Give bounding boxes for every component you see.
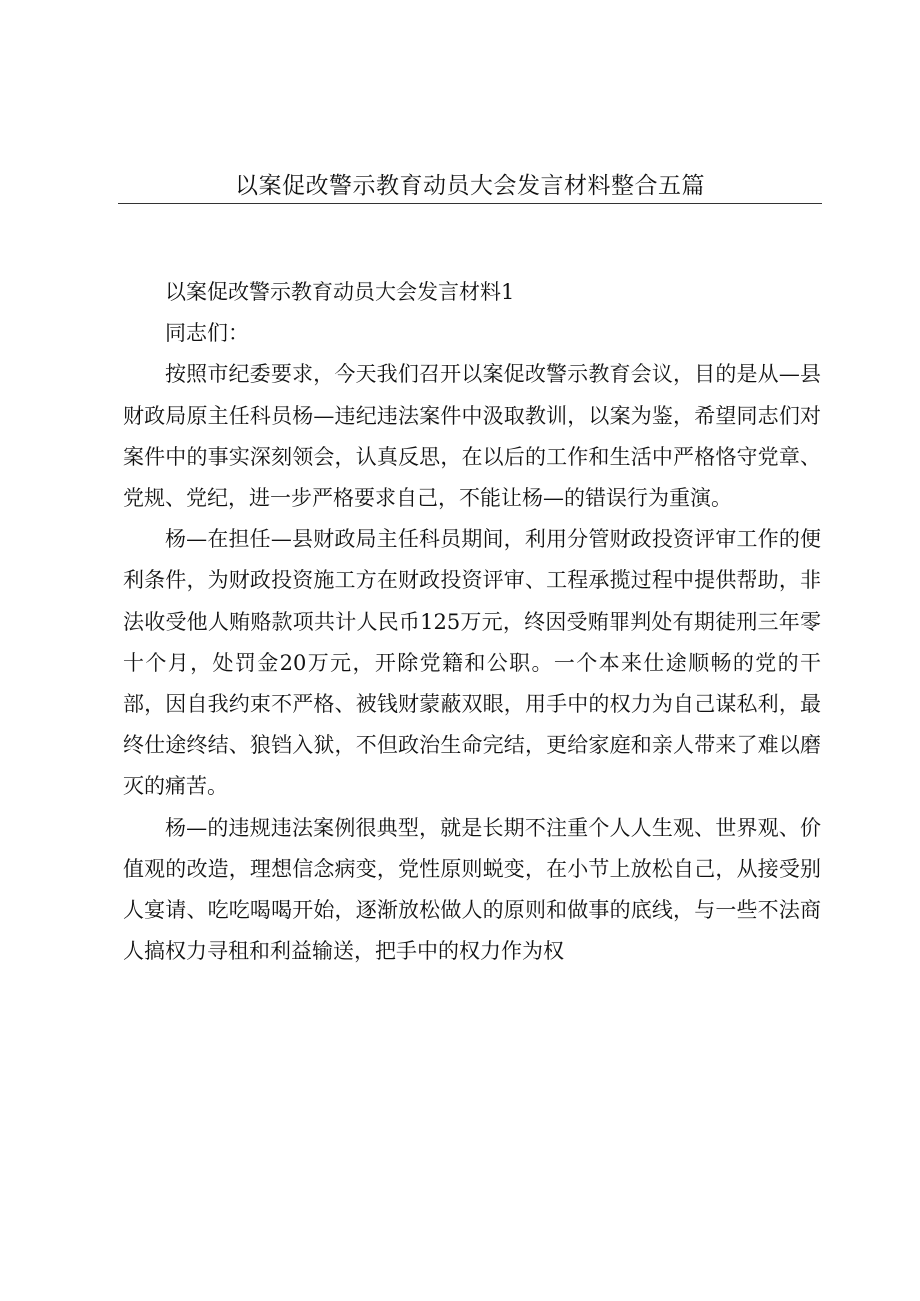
paragraph-3: 杨—的违规违法案例很典型，就是长期不注重个人人生观、世界观、价值观的改造，理想信念病变，党性原则蜕变，在小节上放松自己，从接受别人宴请、吃吃喝喝开始，逐渐放松做人的原则和做事的底线，与一些不法商人搞权力寻租和利益输送，把手中的权力作为权 bbox=[123, 815, 821, 964]
section-heading: 以案促改警示教育动员大会发言材料1 bbox=[165, 280, 515, 304]
title-underline bbox=[118, 203, 822, 204]
paragraph-2: 杨—在担任—县财政局主任科员期间，利用分管财政投资评审工作的便利条件，为财政投资施工方在财政投资评审、工程承揽过程中提供帮助，非法收受他人贿赂款项共计人民币125万元，终因受贿罪判处有期徒刑三年零十个月，处罚金20万元，开除党籍和公职。一个本来仕途顺畅的党的干部，因自我约束不严格、被钱财蒙蔽双眼，用手中的权力为自己谋私利，最终仕途终结、狼铛入狱，不但政治生命完结，更给家庭和亲人带来了难以磨灭的痛苦。 bbox=[123, 527, 821, 799]
document-body bbox=[123, 272, 821, 972]
document-title: 以案促改警示教育动员大会发言材料整合五篇 bbox=[235, 173, 705, 199]
paragraph-1: 按照市纪委要求，今天我们召开以案促改警示教育会议，目的是从—县财政局原主任科员杨—违纪违法案件中汲取教训，以案为鉴，希望同志们对案件中的事实深刻领会，认真反思，在以后的工作和生活中严格恪守党章、党规、党纪，进一步严格要求自己，不能让杨—的错误行为重演。 bbox=[123, 362, 821, 511]
salutation: 同志们： bbox=[165, 321, 249, 346]
